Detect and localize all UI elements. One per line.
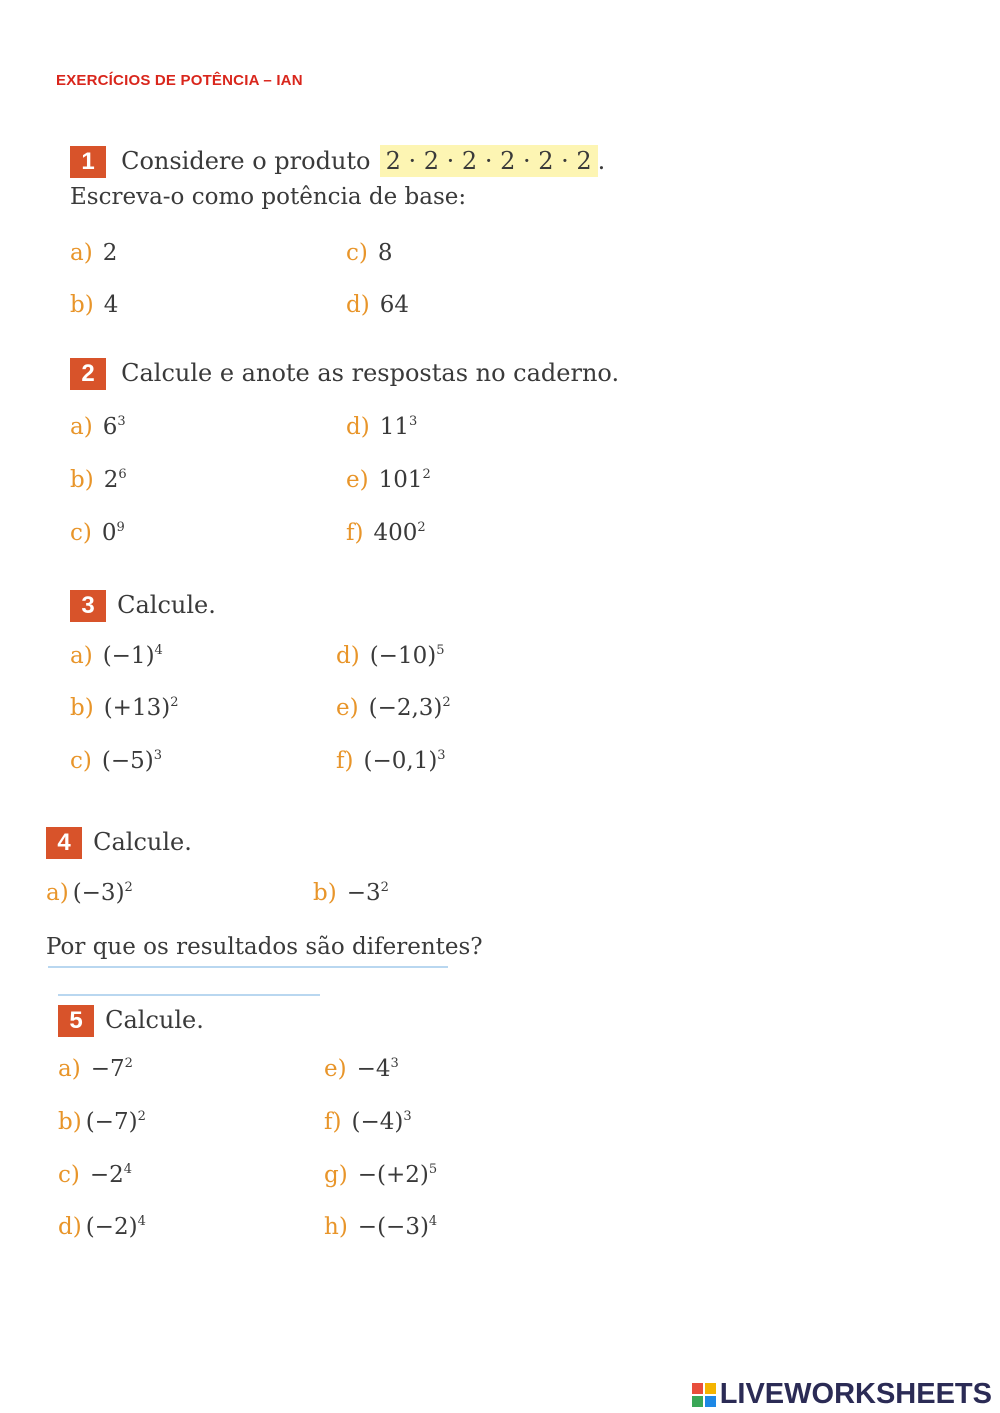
q2-item-a: a) $6^3$	[70, 414, 126, 440]
question-prompt: Calcule.	[93, 828, 192, 856]
question-prompt: Considere o produto	[121, 147, 371, 175]
question-subtitle: Escreva-o como potência de base:	[70, 184, 467, 210]
q5-item-a: $a) -7^2$	[58, 1056, 133, 1082]
brand-name: LIVEWORKSHEETS	[719, 1378, 992, 1410]
q4-item-b: $b) -3^2$	[313, 880, 389, 906]
q2-item-c: c) $0^9$	[70, 520, 125, 546]
question-number-badge: 2	[70, 358, 106, 390]
q5-item-c: $c) -2^4$	[58, 1162, 133, 1188]
q5-item-g: $g) -(+2)^5$	[324, 1162, 438, 1188]
question-prompt: Calcule.	[117, 591, 216, 619]
question-number-badge: 5	[58, 1005, 94, 1037]
question-number-badge: 3	[70, 590, 106, 622]
q1-item-b: b) 4	[70, 292, 119, 318]
question-prompt: Calcule e anote as respostas no caderno.	[121, 359, 620, 387]
question-1-header	[70, 146, 605, 178]
worksheet-title: EXERCÍCIOS DE POTÊNCIA – IAN	[56, 72, 303, 89]
q1-item-a: a) 2	[70, 240, 118, 266]
q1-item-c: c) 8	[346, 240, 393, 266]
question-prompt: Calcule.	[105, 1006, 204, 1034]
q5-item-h: $h) -(-3)^4$	[324, 1214, 438, 1240]
q2-item-d: d) $11^3$	[346, 414, 418, 440]
q2-item-b: b) $2^6$	[70, 467, 127, 493]
period: .	[597, 147, 606, 175]
liveworksheets-logo[interactable]	[692, 1378, 992, 1411]
q2-item-e: e) $101^2$	[346, 467, 431, 493]
q3-item-c: c) $(-5)^3$	[70, 748, 162, 774]
q3-item-d: d) $(-10)^5$	[336, 643, 445, 669]
question-number-badge: 1	[70, 146, 106, 178]
q2-item-f: f) $400^2$	[346, 520, 426, 546]
q4-question-text: Por que os resultados são diferentes?	[46, 934, 483, 960]
q5-item-d: d) $(-2)^4$	[58, 1214, 146, 1240]
question-number-badge: 4	[46, 827, 82, 859]
q5-item-e: $e) -4^3$	[324, 1056, 399, 1082]
q3-item-e: e) $(-2,3)^2$	[336, 695, 451, 721]
q3-item-a: a) $(-1)^4$	[70, 643, 163, 669]
q5-item-b: b) $(-7)^2$	[58, 1109, 146, 1135]
question-2-header	[70, 358, 619, 390]
q1-item-d: d) 64	[346, 292, 409, 318]
q3-item-b: b) $(+13)^2$	[70, 695, 179, 721]
q5-item-f: f) $(-4)^3$	[324, 1109, 412, 1135]
liveworksheets-icon	[692, 1383, 716, 1407]
question-3-header	[70, 590, 216, 622]
q3-item-f: f) $(-0,1)^3$	[336, 748, 446, 774]
answer-area-faded	[48, 962, 468, 1002]
question-5-header	[58, 1005, 204, 1037]
q4-item-a: a) $(-3)^2$	[46, 880, 133, 906]
product-expression: 2 · 2 · 2 · 2 · 2 · 2	[380, 145, 598, 177]
question-4-header	[46, 827, 192, 859]
